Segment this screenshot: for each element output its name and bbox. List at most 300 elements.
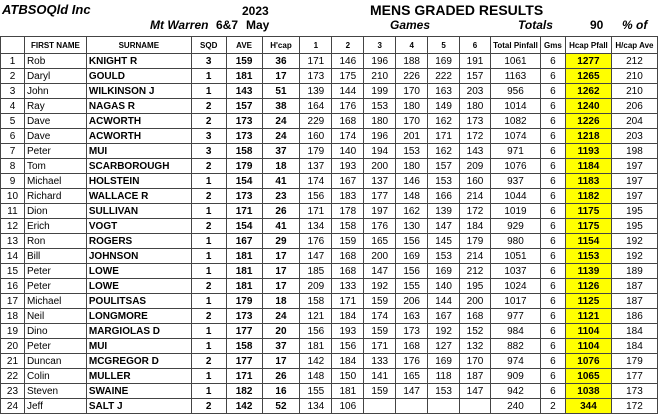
game-score-cell: 147 [364,264,396,279]
game-score-cell: 209 [460,159,491,174]
game-score-cell: 177 [364,189,396,204]
game-score-cell: 200 [460,294,491,309]
table-row [1,369,658,384]
row-number: 13 [1,234,25,249]
game-score-cell: 159 [364,324,396,339]
squad-cell: 1 [191,369,226,384]
games-played-cell: 6 [540,129,565,144]
hcap-pinfall-cell: 1175 [565,219,611,234]
table-row [1,339,658,354]
hcap-average-cell: 204 [611,114,657,129]
games-played-cell: 6 [540,369,565,384]
game-score-cell: 229 [300,114,332,129]
game-score-cell: 156 [396,264,428,279]
games-played-cell: 6 [540,99,565,114]
games-played-cell: 6 [540,69,565,84]
game-score-cell: 226 [396,69,428,84]
game-score-cell: 140 [332,144,364,159]
first-name-cell: Dino [24,324,86,339]
game-score-cell: 171 [300,204,332,219]
first-name-cell: Colin [24,369,86,384]
squad-cell: 2 [191,399,226,414]
hcap-pinfall-cell: 1038 [565,384,611,399]
game-score-cell: 176 [300,234,332,249]
game-score-cell: 171 [300,54,332,69]
game-score-cell: 212 [460,264,491,279]
column-header: AVE [226,37,262,54]
hcap-pinfall-cell: 1139 [565,264,611,279]
game-score-cell: 168 [332,249,364,264]
first-name-cell: Peter [24,144,86,159]
table-row [1,279,658,294]
game-score-cell: 140 [428,279,460,294]
table-row [1,174,658,189]
hcap-average-cell: 187 [611,279,657,294]
game-score-cell: 170 [460,354,491,369]
game-score-cell: 153 [396,144,428,159]
surname-cell: HOLSTEIN [86,174,191,189]
game-score-cell: 210 [364,69,396,84]
hcap-average-cell: 195 [611,219,657,234]
club-title: ATBSOQld Inc [2,2,91,17]
game-score-cell: 181 [332,384,364,399]
hcap-average-cell: 179 [611,354,657,369]
games-played-cell: 6 [540,354,565,369]
average-cell: 173 [226,189,262,204]
total-pinfall-cell: 942 [490,384,540,399]
game-score-cell: 157 [460,69,491,84]
games-played-cell: 6 [540,234,565,249]
game-score-cell: 156 [396,234,428,249]
handicap-cell: 23 [262,189,300,204]
pct-of-label: % of [622,18,648,32]
row-number: 3 [1,84,25,99]
game-score-cell: 184 [332,309,364,324]
game-score-cell: 173 [300,69,332,84]
squad-cell: 1 [191,294,226,309]
total-pinfall-cell: 1082 [490,114,540,129]
game-score-cell: 145 [428,234,460,249]
sqd-group-label: 6&7 [216,18,239,32]
row-number: 10 [1,189,25,204]
surname-cell: GOULD [86,69,191,84]
game-score-cell: 168 [332,264,364,279]
squad-cell: 2 [191,279,226,294]
surname-cell: ACWORTH [86,129,191,144]
squad-cell: 2 [191,219,226,234]
table-row [1,69,658,84]
game-score-cell: 141 [364,369,396,384]
game-score-cell: 176 [396,354,428,369]
first-name-cell: Neil [24,309,86,324]
surname-cell: SWAINE [86,384,191,399]
game-score-cell: 130 [396,219,428,234]
game-score-cell: 147 [300,249,332,264]
total-pinfall-cell: 1051 [490,249,540,264]
table-row [1,399,658,414]
first-name-cell: Dave [24,129,86,144]
average-cell: 181 [226,264,262,279]
game-score-cell: 192 [364,279,396,294]
squad-cell: 2 [191,309,226,324]
hcap-pinfall-cell: 1065 [565,369,611,384]
first-name-cell: Rob [24,54,86,69]
game-score-cell: 193 [332,159,364,174]
squad-cell: 1 [191,69,226,84]
game-score-cell: 185 [300,264,332,279]
row-number: 23 [1,384,25,399]
hcap-average-cell: 192 [611,234,657,249]
first-name-cell: Peter [24,264,86,279]
row-number: 14 [1,249,25,264]
column-header: H/cap Ave [611,37,657,54]
hcap-average-cell: 184 [611,339,657,354]
average-cell: 154 [226,219,262,234]
game-score-cell: 165 [364,234,396,249]
game-score-cell: 158 [300,294,332,309]
surname-cell: ROGERS [86,234,191,249]
game-score-cell: 206 [396,294,428,309]
handicap-cell: 26 [262,369,300,384]
game-score-cell: 134 [300,219,332,234]
first-name-cell: Richard [24,189,86,204]
average-cell: 182 [226,384,262,399]
game-score-cell: 169 [396,249,428,264]
first-name-cell: Michael [24,294,86,309]
header-row [1,37,658,54]
squad-cell: 2 [191,114,226,129]
total-pinfall-cell: 1044 [490,189,540,204]
games-played-cell: 6 [540,189,565,204]
games-played-cell: 6 [540,159,565,174]
game-score-cell: 155 [396,279,428,294]
game-score-cell: 121 [300,309,332,324]
total-pinfall-cell: 909 [490,369,540,384]
game-score-cell: 159 [332,234,364,249]
total-pinfall-cell: 1014 [490,99,540,114]
game-score-cell: 165 [396,369,428,384]
game-score-cell: 184 [460,219,491,234]
total-pinfall-cell: 971 [490,144,540,159]
game-score-cell: 148 [300,369,332,384]
squad-cell: 3 [191,129,226,144]
game-score-cell: 168 [396,339,428,354]
game-score-cell: 172 [460,204,491,219]
column-header: FIRST NAME [24,37,86,54]
row-number: 9 [1,174,25,189]
first-name-cell: Ron [24,234,86,249]
game-score-cell: 144 [332,84,364,99]
game-score-cell: 166 [428,189,460,204]
game-score-cell: 180 [364,114,396,129]
game-score-cell: 133 [332,279,364,294]
average-cell: 181 [226,69,262,84]
total-pinfall-cell: 1076 [490,159,540,174]
column-header: Total Pinfall [490,37,540,54]
totals-label: Totals [518,18,553,32]
game-score-cell: 139 [300,84,332,99]
total-pinfall-cell: 1163 [490,69,540,84]
game-score-cell: 181 [300,339,332,354]
average-cell: 158 [226,144,262,159]
game-score-cell: 153 [428,174,460,189]
game-score-cell: 153 [364,99,396,114]
game-score-cell: 137 [300,159,332,174]
surname-cell: SALT J [86,399,191,414]
hcap-pinfall-cell: 1226 [565,114,611,129]
game-score-cell: 180 [396,99,428,114]
games-played-cell: 2 [540,399,565,414]
game-score-cell: 163 [396,309,428,324]
total-pinfall-cell: 240 [490,399,540,414]
total-pinfall-cell: 956 [490,84,540,99]
squad-cell: 1 [191,264,226,279]
report-title: MENS GRADED RESULTS [370,2,544,18]
game-score-cell: 167 [428,309,460,324]
game-score-cell: 171 [428,129,460,144]
average-cell: 143 [226,84,262,99]
surname-cell: MUI [86,339,191,354]
game-score-cell: 199 [364,84,396,99]
column-header: 1 [300,37,332,54]
column-header: SQD [191,37,226,54]
average-cell: 173 [226,114,262,129]
handicap-cell: 17 [262,249,300,264]
average-cell: 171 [226,369,262,384]
column-header: 3 [364,37,396,54]
total-pinfall-cell: 1074 [490,129,540,144]
game-score-cell: 173 [460,114,491,129]
first-name-cell: Tom [24,159,86,174]
column-header: Gms [540,37,565,54]
squad-cell: 1 [191,339,226,354]
game-score-cell [428,399,460,414]
handicap-cell: 17 [262,69,300,84]
games-played-cell: 6 [540,114,565,129]
table-row [1,159,658,174]
row-number: 24 [1,399,25,414]
row-number: 16 [1,279,25,294]
hcap-pinfall-cell: 1175 [565,204,611,219]
hcap-pinfall-cell: 1182 [565,189,611,204]
game-score-cell: 200 [364,249,396,264]
average-cell: 181 [226,249,262,264]
game-score-cell: 160 [300,129,332,144]
row-number: 7 [1,144,25,159]
games-played-cell: 6 [540,279,565,294]
hcap-average-cell: 206 [611,99,657,114]
surname-cell: ACWORTH [86,114,191,129]
game-score-cell: 146 [396,174,428,189]
game-score-cell: 156 [300,189,332,204]
table-row [1,234,658,249]
games-played-cell: 6 [540,339,565,354]
first-name-cell: Erich [24,219,86,234]
surname-cell: SCARBOROUGH [86,159,191,174]
handicap-cell: 51 [262,84,300,99]
games-label: Games [390,18,431,32]
game-score-cell: 160 [460,174,491,189]
surname-cell: VOGT [86,219,191,234]
game-score-cell: 171 [364,339,396,354]
handicap-cell: 24 [262,129,300,144]
game-score-cell: 193 [332,324,364,339]
handicap-cell: 52 [262,399,300,414]
game-score-cell: 159 [364,294,396,309]
hcap-average-cell: 210 [611,69,657,84]
row-number: 18 [1,309,25,324]
hcap-pinfall-cell: 1262 [565,84,611,99]
total-pinfall-cell: 882 [490,339,540,354]
game-score-cell: 168 [332,114,364,129]
row-number: 5 [1,114,25,129]
surname-cell: MARGIOLAS D [86,324,191,339]
average-cell: 171 [226,204,262,219]
hcap-average-cell: 192 [611,249,657,264]
column-header: 4 [396,37,428,54]
squad-cell: 2 [191,99,226,114]
table-row [1,309,658,324]
month-label: May [246,18,270,32]
first-name-cell: Duncan [24,354,86,369]
games-played-cell: 6 [540,54,565,69]
game-score-cell: 195 [460,279,491,294]
hcap-average-cell: 184 [611,324,657,339]
column-header: Hcap Pfall [565,37,611,54]
game-score-cell: 159 [364,384,396,399]
surname-cell: NAGAS R [86,99,191,114]
hcap-average-cell: 189 [611,264,657,279]
average-cell: 159 [226,54,262,69]
total-pinfall-cell: 984 [490,324,540,339]
games-played-cell: 6 [540,294,565,309]
games-played-cell: 6 [540,204,565,219]
hcap-average-cell: 203 [611,129,657,144]
game-score-cell: 203 [460,84,491,99]
table-row [1,84,658,99]
game-score-cell: 106 [332,399,364,414]
game-score-cell: 142 [300,354,332,369]
total-pinfall-cell: 1017 [490,294,540,309]
hcap-pinfall-cell: 1184 [565,159,611,174]
average-cell: 142 [226,399,262,414]
table-row [1,114,658,129]
game-score-cell: 148 [396,189,428,204]
game-score-cell: 155 [300,384,332,399]
game-score-cell: 209 [300,279,332,294]
games-played-cell: 6 [540,84,565,99]
game-score-cell: 176 [364,219,396,234]
game-score-cell: 222 [428,69,460,84]
hcap-pinfall-cell: 1277 [565,54,611,69]
handicap-cell: 16 [262,384,300,399]
games-played-cell: 6 [540,249,565,264]
first-name-cell: Peter [24,339,86,354]
squad-cell: 1 [191,234,226,249]
game-score-cell: 187 [460,369,491,384]
table-row [1,294,658,309]
game-score-cell: 175 [332,69,364,84]
first-name-cell: Dave [24,114,86,129]
game-score-cell: 118 [428,369,460,384]
first-name-cell: Bill [24,249,86,264]
surname-cell: MCGREGOR D [86,354,191,369]
game-score-cell: 178 [332,204,364,219]
column-header: H'cap [262,37,300,54]
hcap-pinfall-cell: 1104 [565,339,611,354]
game-score-cell: 169 [428,354,460,369]
row-number: 22 [1,369,25,384]
average-cell: 157 [226,99,262,114]
squad-cell: 1 [191,84,226,99]
handicap-cell: 20 [262,324,300,339]
game-score-cell: 163 [428,84,460,99]
handicap-cell: 18 [262,159,300,174]
column-header: 2 [332,37,364,54]
hcap-average-cell: 210 [611,84,657,99]
game-score-cell: 174 [332,129,364,144]
squad-cell: 1 [191,249,226,264]
total-pinfall-cell: 980 [490,234,540,249]
squad-cell: 1 [191,384,226,399]
game-score-cell: 180 [396,159,428,174]
game-score-cell: 179 [460,234,491,249]
game-score-cell: 214 [460,249,491,264]
hcap-average-cell: 173 [611,384,657,399]
squad-cell: 1 [191,324,226,339]
table-row [1,129,658,144]
surname-cell: WILKINSON J [86,84,191,99]
hcap-average-cell: 186 [611,309,657,324]
games-played-cell: 6 [540,144,565,159]
surname-cell: LOWE [86,264,191,279]
handicap-cell: 36 [262,54,300,69]
game-score-cell: 183 [332,189,364,204]
game-score-cell: 174 [364,309,396,324]
game-score-cell: 200 [364,159,396,174]
game-score-cell: 201 [396,129,428,144]
row-number: 17 [1,294,25,309]
game-score-cell: 143 [460,144,491,159]
header-index-cell [1,37,25,54]
total-pinfall-cell: 1037 [490,264,540,279]
row-number: 15 [1,264,25,279]
handicap-cell: 18 [262,294,300,309]
hcap-average-cell: 197 [611,174,657,189]
hcap-pinfall-cell: 1240 [565,99,611,114]
column-header: 5 [428,37,460,54]
row-number: 6 [1,129,25,144]
game-score-cell: 167 [332,174,364,189]
game-score-cell: 133 [364,354,396,369]
table-row [1,144,658,159]
game-score-cell: 152 [460,324,491,339]
surname-cell: JOHNSON [86,249,191,264]
game-score-cell: 214 [460,189,491,204]
handicap-cell: 37 [262,144,300,159]
handicap-cell: 37 [262,339,300,354]
total-pinfall-cell: 929 [490,219,540,234]
hcap-average-cell: 197 [611,159,657,174]
total-pinfall-cell: 1024 [490,279,540,294]
table-row [1,219,658,234]
game-score-cell: 172 [460,129,491,144]
surname-cell: LONGMORE [86,309,191,324]
game-score-cell: 146 [332,54,364,69]
game-score-cell: 170 [396,84,428,99]
game-score-cell: 156 [332,339,364,354]
game-score-cell [396,399,428,414]
